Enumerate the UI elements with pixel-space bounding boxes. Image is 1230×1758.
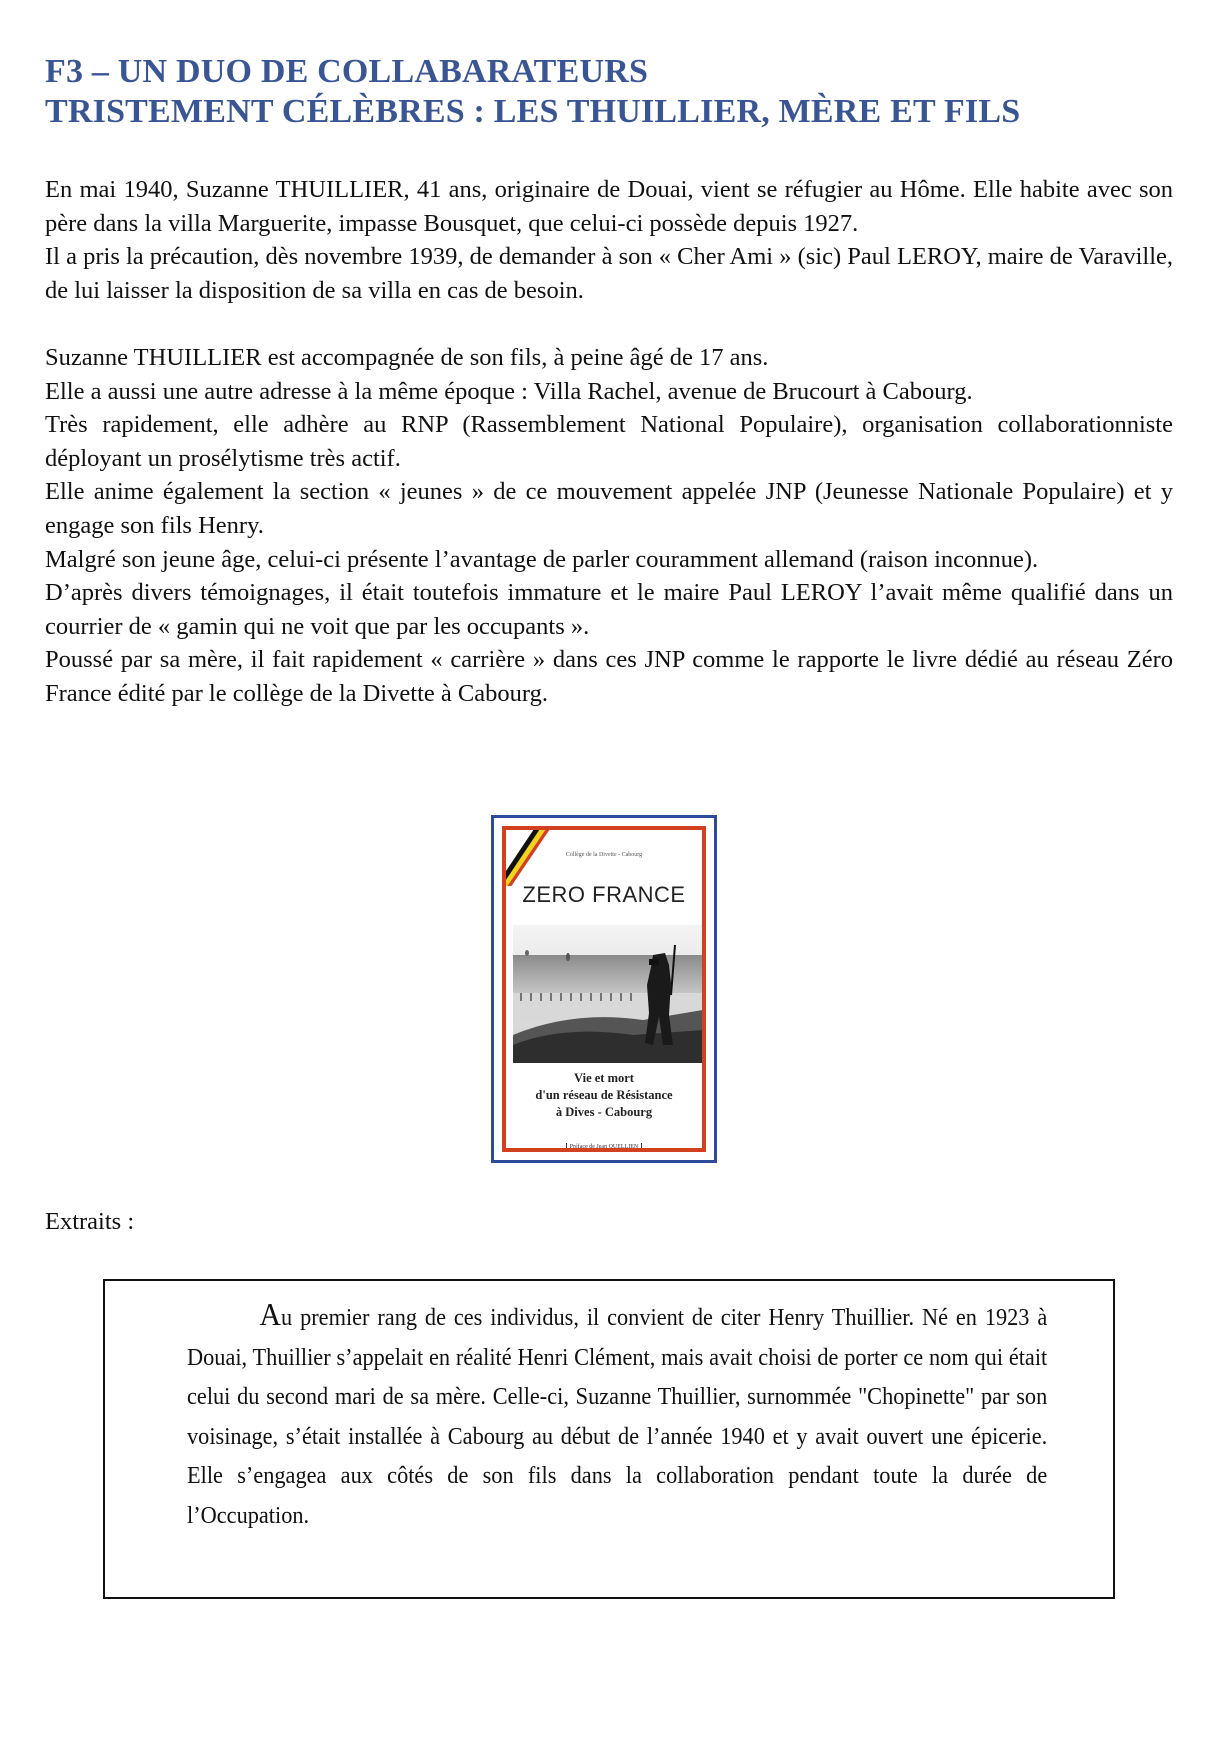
quote-body: u premier rang de ces individus, il convient de citer Henry Thuillier. Né en 1923 à Douai, Thuillier s’appelait en réalité Henri Clément, mais avait choisi de porter ce nom qui était celui du second mari de sa mère. Celle-ci, Suzanne Thuillier, surnommée "Chopinette" par son voisinage, s’était installée à Cabourg au début de l’année 1940 et y avait ouvert une épicerie. Elle s’engagea aux côtés de son fils dans la collaboration pendant toute la durée de l’Occupation.: [187, 1305, 1048, 1529]
book-cover-image: [491, 815, 717, 1163]
page-title: [45, 52, 1195, 132]
cover-photo-soldier-on-dunes: [513, 925, 703, 1063]
cover-title: ZERO FRANCE: [522, 882, 686, 907]
cover-subtitle: [506, 1070, 702, 1121]
quote-dropcap: A: [259, 1296, 282, 1332]
paragraph: D’après divers témoignages, il était toutefois immature et le maire Paul LEROY l’avait même qualifié dans un courrier de « gamin qui ne voit que par les occupants ».: [45, 579, 1173, 640]
title-line-1: F3 – UN DUO DE COLLABARATEURS: [45, 53, 649, 90]
title-line-2: TRISTEMENT CÉLÈBRES : LES THUILLIER, MÈRE ET FILS: [45, 93, 1021, 130]
paragraph-spacer: [45, 307, 1173, 341]
paragraph: Poussé par sa mère, il fait rapidement « carrière » dans ces JNP comme le rapporte le livre dédié au réseau Zéro France édité par le collège de la Divette à Cabourg.: [45, 646, 1173, 707]
body-text: [45, 173, 1173, 711]
extracts-label: Extraits :: [45, 1208, 135, 1235]
cover-preface: [506, 1135, 702, 1152]
paragraph: Il a pris la précaution, dès novembre 1939, de demander à son « Cher Ami » (sic) Paul LEROY, maire de Varaville, de lui laisser la disposition de sa villa en cas de besoin.: [45, 243, 1173, 304]
paragraph: Suzanne THUILLIER est accompagnée de son fils, à peine âgé de 17 ans.: [45, 343, 769, 371]
paragraph: Elle a aussi une autre adresse à la même époque : Villa Rachel, avenue de Brucourt à Cabourg.: [45, 377, 973, 405]
paragraph: Elle anime également la section « jeunes » de ce mouvement appelée JNP (Jeunesse Nationale Populaire) et y engage son fils Henry.: [45, 478, 1173, 539]
cover-subtitle-line: d'un réseau de Résistance: [535, 1088, 673, 1102]
book-cover-inner-frame: [502, 826, 706, 1152]
cover-publisher: Collège de la Divette - Cabourg: [565, 852, 643, 858]
quote-text: [187, 1295, 1047, 1536]
cover-preface-label: Préface de Jean QUELLIEN: [566, 1143, 642, 1151]
quote-excerpt-box: [103, 1279, 1115, 1599]
cover-subtitle-line: Vie et mort: [574, 1071, 634, 1085]
paragraph: Malgré son jeune âge, celui-ci présente l’avantage de parler couramment allemand (raison inconnue).: [45, 545, 1039, 573]
cover-subtitle-line: à Dives - Cabourg: [555, 1105, 653, 1119]
paragraph: En mai 1940, Suzanne THUILLIER, 41 ans, originaire de Douai, vient se réfugier au Hôme. Elle habite avec son père dans la villa Marguerite, impasse Bousquet, que celui-ci possède depuis 1927.: [45, 176, 1173, 237]
paragraph: Très rapidement, elle adhère au RNP (Rassemblement National Populaire), organisation collaborationniste déployant un prosélytisme très actif.: [45, 411, 1173, 472]
